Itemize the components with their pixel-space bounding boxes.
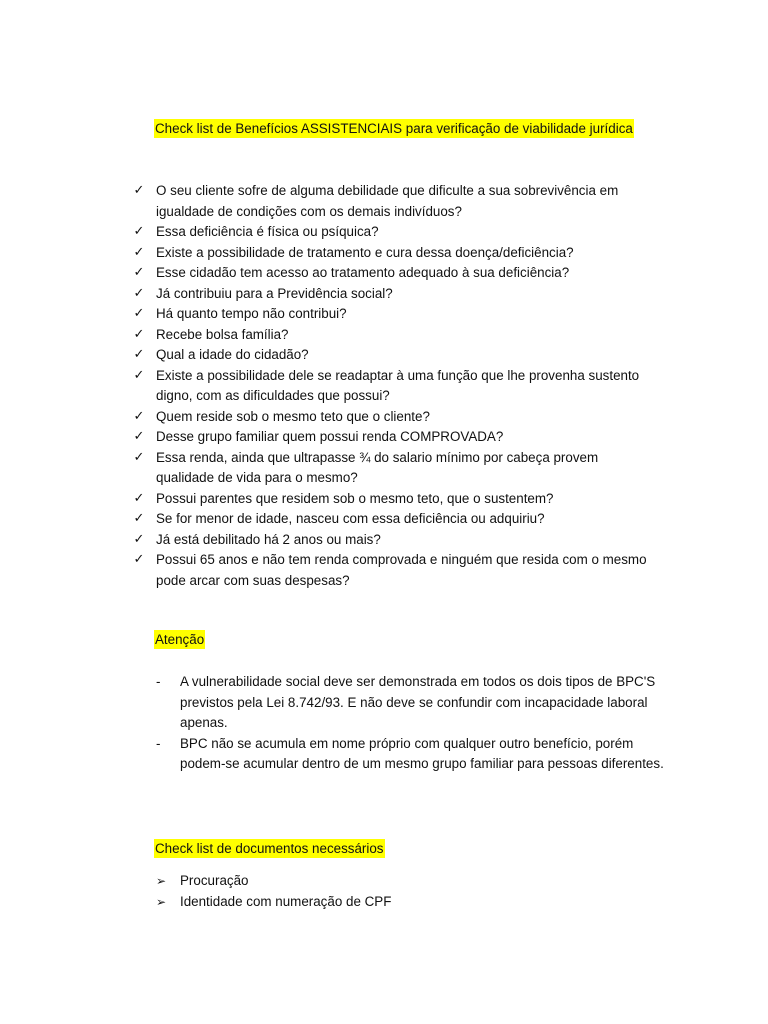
attention-text: A vulnerabilidade social deve ser demonstrada em todos os dois tipos de BPC'S previstos pela Lei 8.742/93. E não deve se confundir com incapacidade laboral apenas. (180, 674, 656, 730)
check-icon: ✓ (133, 367, 145, 383)
list-item (0, 871, 768, 892)
check-icon: ✓ (133, 224, 145, 239)
documents-heading (154, 839, 385, 858)
list-item (0, 243, 768, 264)
list-item (0, 427, 768, 448)
question-text: O seu cliente sofre de alguma debilidade que dificulte a sua sobrevivência em igualdade de condições com os demais indivíduos? (156, 183, 619, 219)
question-text: Desse grupo familiar quem possui renda COMPROVADA? (156, 429, 504, 444)
check-icon: ✓ (133, 326, 145, 342)
question-text: Já contribuiu para a Previdência social? (156, 285, 393, 301)
arrow-bullet-icon: ➢ (156, 874, 167, 888)
list-item (0, 448, 768, 489)
list-item (0, 489, 768, 510)
question-text: Essa deficiência é física ou psíquica? (156, 224, 379, 239)
dash-bullet: - (156, 735, 161, 751)
check-icon: ✓ (133, 531, 145, 547)
check-icon: ✓ (133, 306, 145, 321)
check-icon: ✓ (133, 490, 145, 506)
list-item (0, 530, 768, 551)
list-item (0, 509, 768, 530)
list-item (0, 672, 768, 734)
list-item (0, 892, 768, 913)
question-text: Esse cidadão tem acesso ao tratamento adequado à sua deficiência? (156, 265, 570, 280)
attention-heading-text: Atenção (155, 632, 205, 647)
list-item (0, 734, 768, 775)
list-item (0, 263, 768, 284)
question-text: Já está debilitado há 2 anos ou mais? (156, 531, 381, 547)
attention-text: BPC não se acumula em nome próprio com qualquer outro benefício, porém podem-se acumular dentro de um mesmo grupo familiar para pessoas diferentes. (180, 735, 664, 771)
check-icon: ✓ (133, 552, 145, 567)
question-text: Possui 65 anos e não tem renda comprovada e ninguém que resida com o mesmo pode arcar com suas despesas? (156, 552, 647, 588)
title-heading-text: Check list de Benefícios ASSISTENCIAIS para verificação de viabilidade jurídica (155, 121, 633, 136)
document-text: Identidade com numeração de CPF (180, 893, 392, 909)
question-text: Existe a possibilidade dele se readaptar à uma função que lhe provenha sustento digno, com as dificuldades que possui? (156, 367, 640, 403)
list-item (0, 304, 768, 325)
question-checklist (0, 181, 768, 591)
question-text: Recebe bolsa família? (156, 326, 289, 342)
attention-heading (154, 630, 205, 649)
attention-list (0, 672, 768, 775)
list-item (0, 325, 768, 346)
question-text: Possui parentes que residem sob o mesmo teto, que o sustentem? (156, 490, 554, 506)
check-icon: ✓ (133, 408, 145, 424)
document-text: Procuração (180, 873, 249, 888)
list-item (0, 284, 768, 305)
check-icon: ✓ (133, 511, 145, 526)
list-item (0, 345, 768, 366)
documents-heading-text: Check list de documentos necessários (155, 841, 384, 856)
check-icon: ✓ (133, 449, 145, 465)
check-icon: ✓ (133, 183, 145, 198)
check-icon: ✓ (133, 429, 145, 444)
question-text: Quem reside sob o mesmo teto que o cliente? (156, 408, 430, 424)
arrow-bullet-icon: ➢ (156, 894, 167, 909)
title-heading (154, 119, 634, 138)
question-text: Há quanto tempo não contribui? (156, 306, 347, 321)
list-item (0, 407, 768, 428)
question-text: Se for menor de idade, nasceu com essa deficiência ou adquiriu? (156, 511, 545, 526)
list-item (0, 222, 768, 243)
check-icon: ✓ (133, 347, 145, 362)
dash-bullet: - (156, 674, 161, 689)
check-icon: ✓ (133, 244, 145, 260)
check-icon: ✓ (133, 265, 145, 280)
check-icon: ✓ (133, 285, 145, 301)
question-text: Essa renda, ainda que ultrapasse ¾ do salario mínimo por cabeça provem qualidade de vida para o mesmo? (156, 449, 599, 485)
list-item (0, 181, 768, 222)
list-item (0, 550, 768, 591)
list-item (0, 366, 768, 407)
documents-list (0, 871, 768, 912)
question-text: Qual a idade do cidadão? (156, 347, 309, 362)
question-text: Existe a possibilidade de tratamento e cura dessa doença/deficiência? (156, 244, 574, 260)
